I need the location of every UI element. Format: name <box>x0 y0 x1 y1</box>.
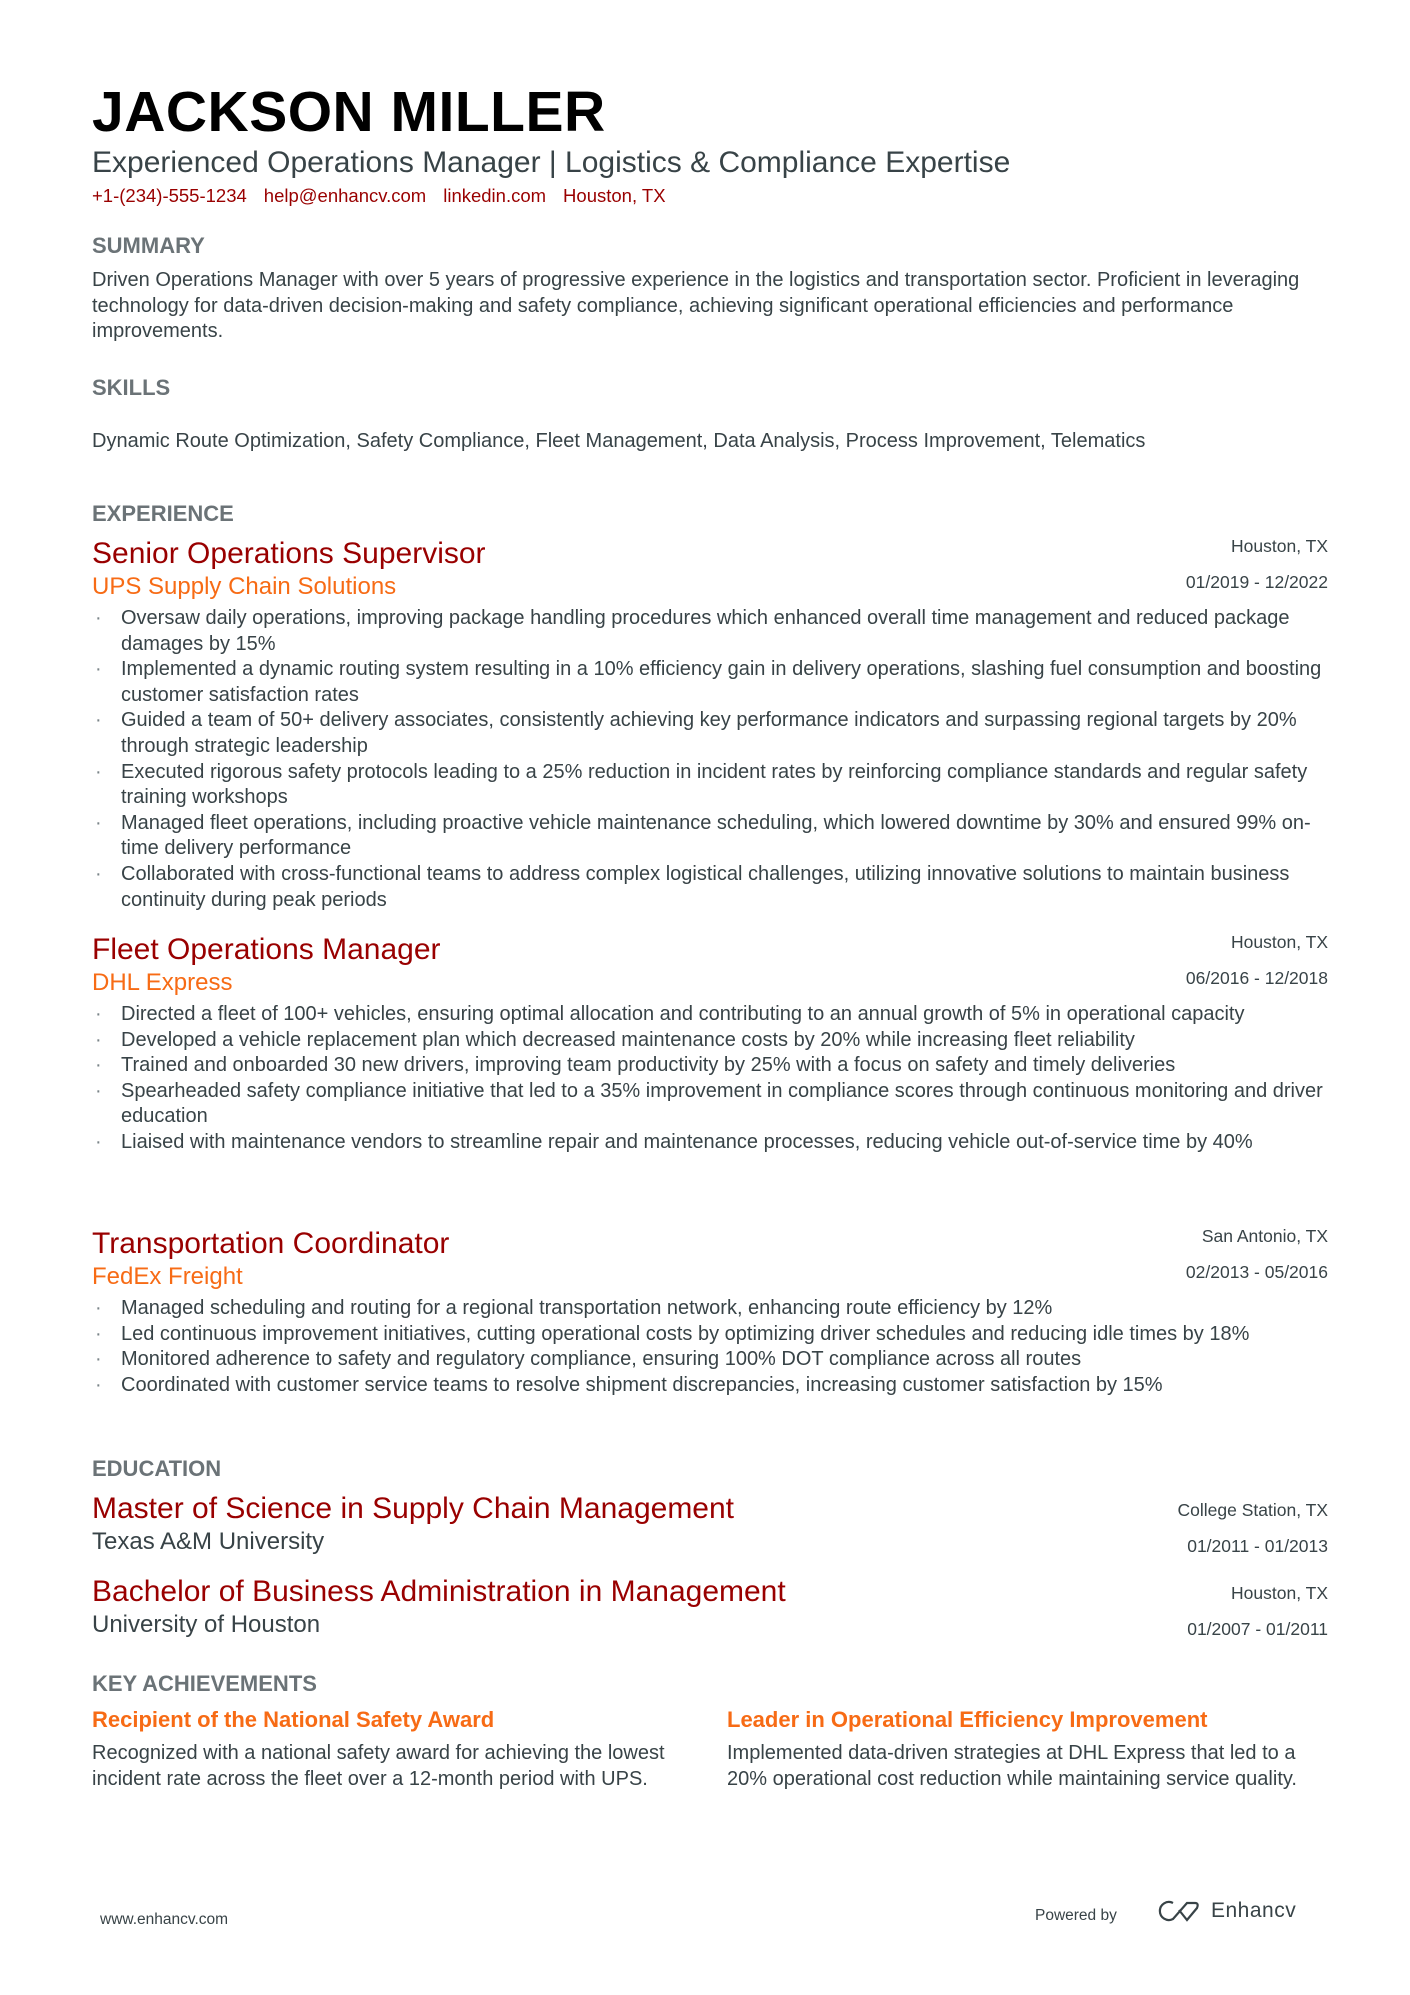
bullet-item <box>92 657 1328 708</box>
skills-text: Dynamic Route Optimization, Safety Compliance, Fleet Management, Data Analysis, Process Improvement, Telematics <box>92 430 1146 452</box>
enhancv-logo-icon <box>1155 1898 1201 1924</box>
summary-text: Driven Operations Manager with over 5 years of progressive experience in the logistics and transportation sector. Proficient in leveraging technology for data-driven decision-making and safety compliance, achieving significant operational efficiencies and performance improvements. <box>92 269 1300 343</box>
education-entry <box>92 1491 1328 1557</box>
bullet-text: Coordinated with customer service teams to resolve shipment discrepancies, increasing customer satisfaction by 15% <box>121 1373 1163 1396</box>
bullet-item <box>92 1322 1328 1348</box>
enhancv-logo[interactable] <box>1155 1898 1296 1924</box>
achievement-item <box>92 1706 692 1792</box>
bullet-icon: · <box>95 607 102 629</box>
education-entry <box>92 1574 1328 1640</box>
bullet-item <box>92 760 1328 811</box>
skills-heading: SKILLS <box>92 375 171 400</box>
bullet-icon: · <box>95 811 102 834</box>
bullet-icon: · <box>95 709 102 732</box>
education-heading: EDUCATION <box>92 1456 222 1481</box>
bullet-icon: · <box>95 1297 102 1319</box>
bullet-text: Directed a fleet of 100+ vehicles, ensuring optimal allocation and contributing to an annual growth of 5% in operational capacity <box>121 1003 1245 1025</box>
job-dates: 06/2016 - 12/2018 <box>1185 968 1328 988</box>
bullet-text: Developed a vehicle replacement plan which decreased maintenance costs by 20% while increasing fleet reliability <box>121 1028 1135 1051</box>
bullet-text: Managed fleet operations, including proactive vehicle maintenance scheduling, which lowered downtime by 30% and ensured 99% on-time delivery performance <box>121 811 1311 860</box>
achievement-title: Recipient of the National Safety Award <box>92 1707 495 1732</box>
job-location: San Antonio, TX <box>1201 1226 1328 1246</box>
summary-heading: SUMMARY <box>92 233 205 258</box>
job-entry <box>92 932 1328 1156</box>
contact-info <box>92 185 1328 207</box>
degree: Master of Science in Supply Chain Management <box>92 1492 735 1525</box>
achievement-title: Leader in Operational Efficiency Improvement <box>727 1707 1208 1732</box>
job-title: Fleet Operations Manager <box>92 933 441 966</box>
company-name: FedEx Freight <box>92 1263 243 1290</box>
bullet-item <box>92 1347 1328 1373</box>
footer-website[interactable]: www.enhancv.com <box>100 1911 229 1928</box>
achievement-item <box>727 1706 1327 1792</box>
bullet-item <box>92 1130 1328 1156</box>
bullet-text: Guided a team of 50+ delivery associates, consistently achieving key performance indicators and surpassing regional targets by 20% through strategic leadership <box>121 709 1297 757</box>
bullet-item <box>92 862 1328 913</box>
candidate-name: JACKSON MILLER <box>92 80 606 144</box>
experience-heading: EXPERIENCE <box>92 501 234 526</box>
education-location: College Station, TX <box>1177 1500 1328 1520</box>
bullet-item <box>92 1002 1328 1028</box>
job-location: Houston, TX <box>1231 932 1328 952</box>
bullet-text: Managed scheduling and routing for a regional transportation network, enhancing route efficiency by 12% <box>121 1297 1053 1319</box>
bullet-text: Oversaw daily operations, improving package handling procedures which enhanced overall time management and reduced package damages by 15% <box>121 607 1290 655</box>
powered-by: Powered by <box>1035 1907 1117 1924</box>
job-dates: 02/2013 - 05/2016 <box>1185 1262 1328 1282</box>
bullet-icon: · <box>95 1054 102 1077</box>
job-entry <box>92 1226 1328 1398</box>
education-dates: 01/2007 - 01/2011 <box>1187 1619 1328 1639</box>
bullet-item <box>92 811 1328 862</box>
bullet-icon: · <box>95 1079 102 1102</box>
bullet-item <box>92 1296 1328 1322</box>
phone-link[interactable]: +1-(234)-555-1234 <box>92 185 247 206</box>
bullet-icon: · <box>95 1003 102 1025</box>
bullet-text: Led continuous improvement initiatives, cutting operational costs by optimizing driver schedules and reducing idle times by 18% <box>121 1322 1250 1345</box>
job-dates: 01/2019 - 12/2022 <box>1185 572 1328 592</box>
bullet-text: Monitored adherence to safety and regulatory compliance, ensuring 100% DOT compliance across all routes <box>121 1348 1082 1371</box>
achievement-text: Implemented data-driven strategies at DHL Express that led to a 20% operational cost reduction while maintaining service quality. <box>727 1742 1297 1790</box>
bullet-icon: · <box>95 760 102 783</box>
job-bullets <box>92 606 1328 913</box>
bullet-text: Implemented a dynamic routing system resulting in a 10% efficiency gain in delivery operations, slashing fuel consumption and boosting customer satisfaction rates <box>121 658 1322 706</box>
brand-name: Enhancv <box>1211 1899 1297 1922</box>
bullet-text: Liaised with maintenance vendors to streamline repair and maintenance processes, reducing vehicle out-of-service time by 40% <box>121 1130 1253 1153</box>
bullet-text: Trained and onboarded 30 new drivers, improving team productivity by 25% with a focus on safety and timely deliveries <box>121 1054 1176 1077</box>
bullet-icon: · <box>95 1322 102 1345</box>
degree: Bachelor of Business Administration in Management <box>92 1575 786 1608</box>
linkedin-link[interactable]: linkedin.com <box>443 185 547 206</box>
bullet-text: Collaborated with cross-functional teams to address complex logistical challenges, utilizing innovative solutions to maintain business continuity during peak periods <box>121 862 1290 911</box>
bullet-item <box>92 708 1328 759</box>
bullet-text: Executed rigorous safety protocols leading to a 25% reduction in incident rates by reinforcing compliance standards and regular safety training workshops <box>121 760 1308 809</box>
bullet-text: Spearheaded safety compliance initiative that led to a 35% improvement in compliance scores through continuous monitoring and driver education <box>121 1079 1323 1128</box>
achievements-heading: KEY ACHIEVEMENTS <box>92 1671 317 1696</box>
email-link[interactable]: help@enhancv.com <box>263 185 427 206</box>
bullet-item <box>92 606 1328 657</box>
bullet-icon: · <box>95 1373 102 1396</box>
achievement-text: Recognized with a national safety award for achieving the lowest incident rate across the fleet over a 12-month period with UPS. <box>92 1742 665 1790</box>
education-location: Houston, TX <box>1231 1583 1328 1603</box>
job-bullets <box>92 1002 1328 1156</box>
bullet-icon: · <box>95 1130 102 1153</box>
bullet-item <box>92 1373 1328 1399</box>
job-bullets <box>92 1296 1328 1398</box>
bullet-icon: · <box>95 658 102 681</box>
bullet-icon: · <box>95 1028 102 1051</box>
company-name: UPS Supply Chain Solutions <box>92 573 397 600</box>
bullet-item <box>92 1028 1328 1054</box>
school: Texas A&M University <box>92 1528 325 1555</box>
job-title: Transportation Coordinator <box>92 1227 450 1260</box>
school: University of Houston <box>92 1611 321 1638</box>
job-location: Houston, TX <box>1231 536 1328 556</box>
job-entry <box>92 536 1328 913</box>
headline: Experienced Operations Manager | Logistics & Compliance Expertise <box>92 146 1011 179</box>
bullet-icon: · <box>95 862 102 885</box>
company-name: DHL Express <box>92 969 233 996</box>
education-dates: 01/2011 - 01/2013 <box>1187 1536 1328 1556</box>
job-title: Senior Operations Supervisor <box>92 537 486 570</box>
bullet-item <box>92 1079 1328 1130</box>
bullet-item <box>92 1053 1328 1079</box>
location: Houston, TX <box>563 185 666 206</box>
bullet-icon: · <box>95 1348 102 1371</box>
